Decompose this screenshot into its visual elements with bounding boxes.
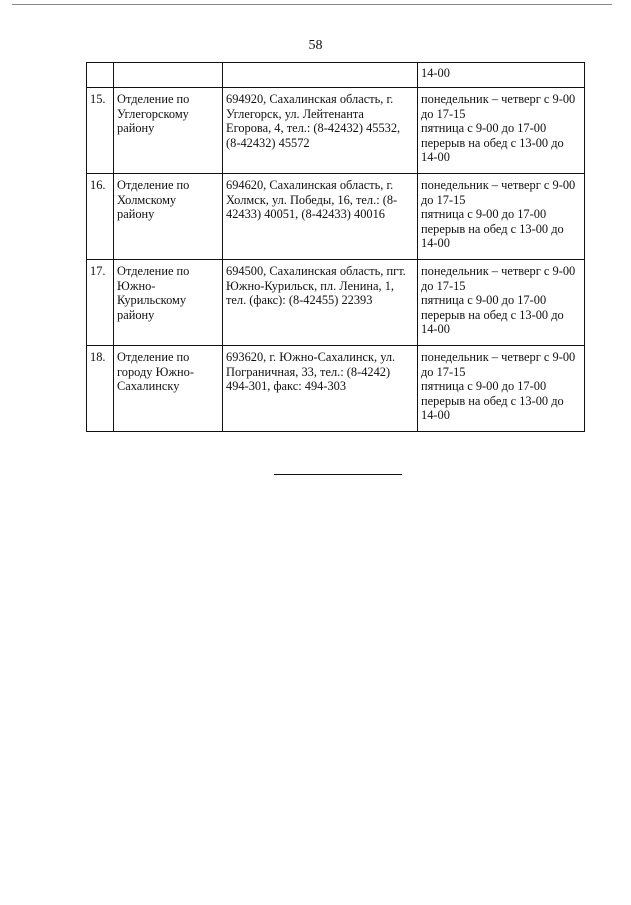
office-hours-cell bbox=[418, 88, 585, 174]
page-number: 58 bbox=[308, 38, 323, 53]
table-row bbox=[87, 88, 585, 174]
table-row-continuation bbox=[87, 63, 585, 88]
office-hours-text: понедельник – четверг с 9-00 до 17-15 пятница с 9-00 до 17-00 перерыв на обед с 13-00 до 14-00 bbox=[421, 264, 576, 337]
office-name-cell bbox=[114, 63, 223, 88]
office-name: Отделение по городу Южно- Сахалинску bbox=[117, 350, 194, 394]
office-address: 693620, г. Южно-Сахалинск, ул. Пограничная, 33, тел.: (8-4242) 494-301, факс: 494-303 bbox=[226, 350, 396, 394]
office-hours-cell bbox=[418, 346, 585, 432]
page-top-edge-line bbox=[12, 4, 612, 5]
office-name: Отделение по Южно- Курильскому району bbox=[117, 264, 190, 322]
office-address: 694620, Сахалинская область, г. Холмск, ул. Победы, 16, тел.: (8- 42433) 40051, (8-42433) 40016 bbox=[226, 178, 398, 222]
office-hours-text: понедельник – четверг с 9-00 до 17-15 пятница с 9-00 до 17-00 перерыв на обед с 13-00 до 14-00 bbox=[421, 178, 576, 251]
office-name-cell bbox=[114, 174, 223, 260]
office-address-cell bbox=[223, 63, 418, 88]
row-number: 17. bbox=[90, 264, 106, 278]
row-number-cell bbox=[87, 88, 114, 174]
office-hours-cell bbox=[418, 260, 585, 346]
office-hours-text: 14-00 bbox=[421, 66, 450, 80]
office-address: 694920, Сахалинская область, г. Углегорск, ул. Лейтенанта Егорова, 4, тел.: (8-42432) 45532, (8-42432) 45572 bbox=[226, 92, 401, 150]
end-of-document-line bbox=[274, 474, 402, 475]
office-address-cell bbox=[223, 346, 418, 432]
row-number: 16. bbox=[90, 178, 106, 192]
office-hours-text: понедельник – четверг с 9-00 до 17-15 пятница с 9-00 до 17-00 перерыв на обед с 13-00 до 14-00 bbox=[421, 92, 576, 165]
office-name: Отделение по Углегорскому району bbox=[117, 92, 190, 136]
row-number: 18. bbox=[90, 350, 106, 364]
row-number-cell bbox=[87, 174, 114, 260]
row-number-cell bbox=[87, 260, 114, 346]
office-address-cell bbox=[223, 260, 418, 346]
office-name-cell bbox=[114, 346, 223, 432]
table-row bbox=[87, 346, 585, 432]
table-row bbox=[87, 174, 585, 260]
office-name-cell bbox=[114, 88, 223, 174]
row-number-cell bbox=[87, 346, 114, 432]
office-address-cell bbox=[223, 88, 418, 174]
office-address-cell bbox=[223, 174, 418, 260]
office-hours-text: понедельник – четверг с 9-00 до 17-15 пятница с 9-00 до 17-00 перерыв на обед с 13-00 до 14-00 bbox=[421, 350, 576, 423]
office-name-cell bbox=[114, 260, 223, 346]
office-hours-cell bbox=[418, 174, 585, 260]
office-name: Отделение по Холмскому району bbox=[117, 178, 190, 222]
offices-table bbox=[86, 62, 585, 432]
row-number-cell bbox=[87, 63, 114, 88]
office-address: 694500, Сахалинская область, пгт. Южно-Курильск, пл. Ленина, 1, тел. (факс): (8-42455) 22393 bbox=[226, 264, 406, 308]
row-number: 15. bbox=[90, 92, 106, 106]
table-row bbox=[87, 260, 585, 346]
office-hours-cell bbox=[418, 63, 585, 88]
